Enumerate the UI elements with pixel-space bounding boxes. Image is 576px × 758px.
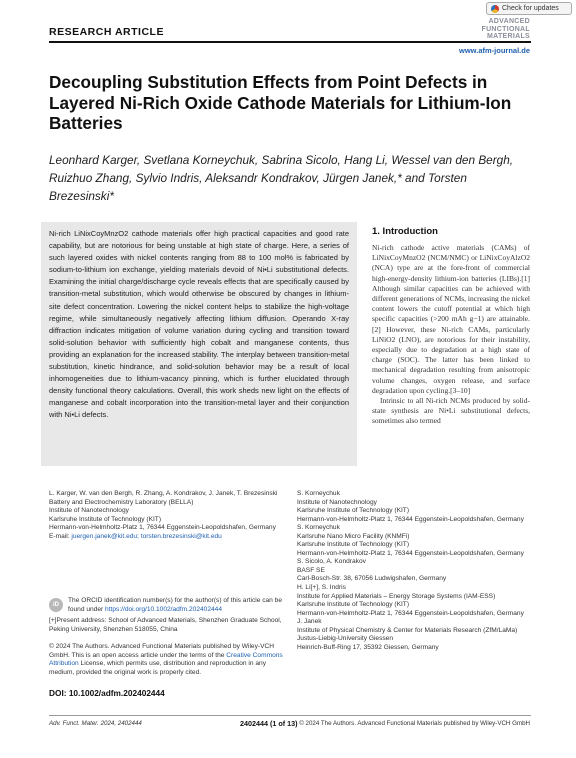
footer-rule bbox=[49, 715, 531, 716]
affiliation-line: Institute of Nanotechnology bbox=[49, 507, 129, 515]
affiliation-line: S. Korneychuk bbox=[297, 490, 340, 497]
header-rule bbox=[49, 41, 531, 43]
copyright-notice bbox=[49, 643, 289, 677]
affiliation-line: Hermann-von-Helmholtz-Platz 1, 76344 Eggenstein-Leopoldshafen, Germany bbox=[297, 515, 524, 523]
abstract-box: Ni-rich LiNixCoyMnzO2 cathode materials offer high practical capacities and good rate capability, but are notorious for being unstable at high state of charge. Here, a series of such layered oxides with nickel contents ranging from 88 to 100 mol% is fabricated by sodium-to-lithium ion exchange, yielding materials devoid of Ni•Li substitutional defects. Examining the initial charge/discharge cycle reveals effects that are specifically caused by transition-metal substitution, which would otherwise be obscured by changes in lithium-site defect concentration. Lowering the nickel content helps to stabilize the high-voltage regime, while simultaneously negatively affecting lithium diffusion. Operando X-ray diffraction indicates mitigation of volume variation during cycling and transition toward solid-solution behavior with sufficiently high cobalt and manganese contents, thus providing an explanation for the increased stability. The interplay between transition-metal substitution, kinetic hindrance, and solid-solution behavior may be a result of local inhomogeneities due to lithium-vacancy pinning, which is further elucidated through density functional theory calculations. Overall, this work sheds new light on the effects of manganese and cobalt incorporation into the transition-metal layer and their conjunction with Ni•Li defects. bbox=[41, 222, 357, 466]
copyright-text: © 2024 The Authors. Advanced Functional Materials published by Wiley-VCH GmbH. This is an open access article under the terms of the bbox=[49, 643, 275, 659]
footer-page-number: 2402444 (1 of 13) bbox=[240, 719, 298, 728]
doi-line: DOI: 10.1002/adfm.202402444 bbox=[49, 688, 165, 698]
affiliation-line: Carl-Bosch-Str. 38, 67056 Ludwigshafen, Germany bbox=[297, 575, 447, 583]
affiliation-line: L. Karger, W. van den Bergh, R. Zhang, A. Kondrakov, J. Janek, T. Brezesinski bbox=[49, 490, 278, 497]
introduction-text bbox=[372, 243, 530, 427]
affiliation-line: Justus-Liebig-University Giessen bbox=[297, 635, 394, 643]
orcid-link[interactable]: https://doi.org/10.1002/adfm.202402444 bbox=[105, 605, 222, 613]
affiliation-line: Institute for Applied Materials – Energy Storage Systems (IAM-ESS) bbox=[297, 592, 496, 600]
crossmark-icon bbox=[491, 5, 499, 13]
section-label: RESEARCH ARTICLE bbox=[49, 26, 164, 38]
present-address: [+]Present address: School of Advanced Materials, Shenzhen Graduate School, Peking University, Shenzhen 518055, China bbox=[49, 617, 282, 633]
orcid-note bbox=[49, 597, 289, 614]
affiliation-line: Institute of Physical Chemistry & Center for Materials Research (ZfM/LaMa) bbox=[297, 626, 518, 634]
affiliation-line: Heinrich-Buff-Ring 17, 35392 Giessen, Germany bbox=[297, 643, 439, 651]
email-prefix: E-mail: bbox=[49, 532, 70, 540]
affiliations-left bbox=[49, 490, 289, 541]
footer-copyright: © 2024 The Authors. Advanced Functional Materials published by Wiley-VCH GmbH bbox=[299, 720, 530, 727]
paragraph: Intrinsic to all Ni-rich NCMs produced by solid-state synthesis are Ni•Li substitutional defects, sometimes also termed bbox=[372, 396, 530, 426]
logo-line: FUNCTIONAL bbox=[481, 25, 530, 33]
journal-url-link[interactable]: www.afm-journal.de bbox=[459, 46, 530, 55]
affiliation-line: Karlsruhe Nano Micro Facility (KNMFi) bbox=[297, 532, 410, 540]
affiliation-line: Karlsruhe Institute of Technology (KIT) bbox=[297, 541, 410, 549]
affiliation-line: Hermann-von-Helmholtz-Platz 1, 76344 Eggenstein-Leopoldshafen, Germany bbox=[297, 609, 524, 617]
affiliation-line: J. Janek bbox=[297, 618, 322, 626]
article-title: Decoupling Substitution Effects from Point Defects in Layered Ni-Rich Oxide Cathode Materials for Lithium-Ion Batteries bbox=[49, 72, 512, 133]
copyright-text-end: License, which permits use, distribution and reproduction in any medium, provided the original work is properly cited. bbox=[49, 660, 267, 676]
affiliation-line: Battery and Electrochemistry Laboratory (BELLA) bbox=[49, 498, 194, 506]
orcid-statement: The ORCID identification number(s) for the author(s) of this article can be found under bbox=[68, 597, 283, 613]
affiliation-line: Institute of Nanotechnology bbox=[297, 498, 377, 506]
journal-logo bbox=[470, 18, 530, 41]
cc-license-link[interactable]: Creative Commons Attribution bbox=[49, 651, 283, 668]
paragraph: Ni-rich cathode active materials (CAMs) of LiNixCoyMnzO2 (NCM/NMC) or LiNixCoyAlzO2 (NCA) type are at the fore-front of commercial high-energy-density lithium-ion batteries (LIBs).[1] Although similar capacities can be achieved with different generations of NCMs, increasing the nickel content lowers the cutoff potential at which high specific capacities (>200 mAh g−1) are attainable.[2] However, these Ni-rich CAMs, particularly LiNiO2 (LNO), are notorious for their instability, especially due to degradation at a high state of charge (SOC). The latter has been linked to mechanical degradation resulting from anisotropic volume changes, oxygen release, and surface degradation upon cycling.[3–10] bbox=[372, 243, 530, 395]
orcid-text bbox=[68, 597, 289, 614]
affiliation-line: Hermann-von-Helmholtz-Platz 1, 76344 Eggenstein-Leopoldshafen, Germany bbox=[297, 549, 524, 557]
affiliation-line: H. Li[+], S. Indris bbox=[297, 584, 346, 592]
affiliation-line: Karlsruhe Institute of Technology (KIT) bbox=[49, 515, 162, 523]
footer-citation: Adv. Funct. Mater. 2024, 2402444 bbox=[49, 720, 142, 727]
affiliation-line: BASF SE bbox=[297, 566, 325, 574]
affiliation-line: Karlsruhe Institute of Technology (KIT) bbox=[297, 601, 410, 609]
logo-line: ADVANCED bbox=[488, 18, 530, 25]
author-list: Leonhard Karger, Svetlana Korneychuk, Sabrina Sicolo, Hang Li, Wessel van den Bergh, Ruizhuo Zhang, Sylvio Indris, Aleksandr Kondrakov, Jürgen Janek,* and Torsten Brezesinski* bbox=[49, 153, 514, 203]
email-line bbox=[49, 533, 289, 542]
email-link[interactable]: juergen.janek@kit.edu; torsten.brezesinski@kit.edu bbox=[71, 532, 222, 540]
affiliation-line: S. Sicolo, A. Kondrakov bbox=[297, 558, 366, 566]
orcid-icon: iD bbox=[49, 598, 63, 612]
logo-line: MATERIALS bbox=[486, 33, 530, 40]
affiliation-line: Karlsruhe Institute of Technology (KIT) bbox=[297, 507, 410, 515]
affiliation-line: Hermann-von-Helmholtz-Platz 1, 76344 Eggenstein-Leopoldshafen, Germany bbox=[49, 524, 276, 532]
affiliations-right bbox=[297, 490, 537, 652]
affiliation-line: S. Korneychuk bbox=[297, 524, 340, 532]
introduction-heading: 1. Introduction bbox=[372, 226, 438, 237]
check-for-updates-label: Check for updates bbox=[502, 5, 559, 12]
check-for-updates-button[interactable] bbox=[486, 2, 572, 15]
